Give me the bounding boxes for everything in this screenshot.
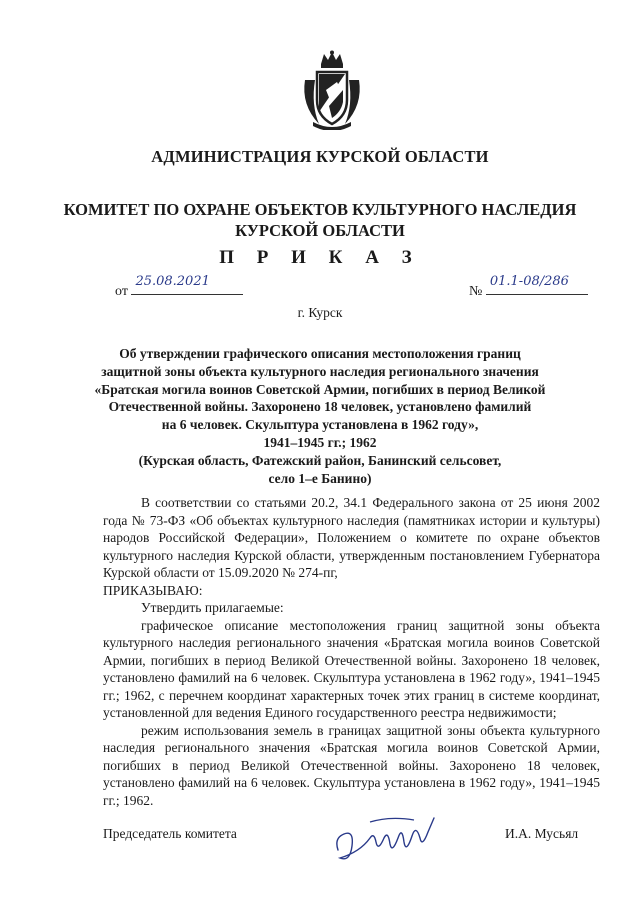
preamble-paragraph: В соответствии со статьями 20.2, 34.1 Федерального закона от 25 июня 2002 года № 73-ФЗ «Об объектах культурного наследия (памятниках истории и культуры) народов Российской Федерации», Положением о комитете по охране объектов культурного наследия Курской области, утвержденным постановлением Губернатора Курской области от 15.09.2020 № 274-пг, [103, 495, 600, 580]
title-line: Об утверждении графического описания местоположения границ [119, 346, 521, 361]
signatory-position: Председатель комитета [103, 826, 237, 841]
coat-of-arms-emblem [299, 50, 365, 130]
title-line: село 1–е Банино) [268, 470, 372, 486]
approve-paragraph: Утвердить прилагаемые: [141, 600, 284, 615]
order-word: ПРИКАЗЫВАЮ: [103, 582, 203, 598]
committee-name-line2: КУРСКОЙ ОБЛАСТИ [235, 221, 405, 240]
approved-item-land-use-regime: режим использования земель в границах защитной зоны объекта культурного наследия регионального значения «Братская могила воинов Советской Армии, погибших в период Великой Отечественной войны. Захоронено 18 человек, установлено фамилий на 6 человек. Скульптура установлена в 1962 году», 1941–1945 гг.; 1962. [103, 722, 600, 808]
number-handwritten: 01.1-08/286 [489, 274, 569, 289]
order-number [469, 274, 588, 300]
city-label: г. Курск [297, 305, 343, 320]
title-line: 1941–1945 гг.; 1962 [263, 434, 377, 450]
order-date [115, 274, 243, 300]
title-line: на 6 человек. Скульптура установлена в 1962 году», [161, 417, 479, 433]
title-line: «Братская могила воинов Советской Армии, погибших в период Великой [94, 381, 546, 397]
order-title [0, 345, 640, 487]
committee-name [0, 199, 640, 241]
title-line: защитной зоны объекта культурного наследия регионального значения [101, 363, 539, 379]
title-line: (Курская область, Фатежский район, Банинский сельсовет, [138, 452, 502, 468]
number-prefix: № [469, 284, 483, 299]
approved-item-graphic-description: графическое описание местоположения границ защитной зоны объекта культурного наследия регионального значения «Братская могила воинов Советской Армии, погибших в период Великой Отечественной войны. Захоронено 18 человек, установлено фамилий на 6 человек. Скульптура установлена в 1962 году», 1941–1945 гг.; 1962, с перечнем координат характерных точек этих границ в системе координат, установленной для ведения Единого государственного реестра недвижимости; [103, 617, 600, 720]
order-body [103, 494, 600, 809]
title-line: Отечественной войны. Захоронено 18 человек, установлено фамилий [108, 399, 532, 415]
signatory-name: И.А. Мусьял [505, 826, 579, 841]
document-type-heading: П Р И К А З [219, 247, 421, 268]
handwritten-signature [330, 808, 440, 868]
date-prefix: от [115, 284, 128, 299]
committee-name-line1: КОМИТЕТ ПО ОХРАНЕ ОБЪЕКТОВ КУЛЬТУРНОГО НАСЛЕДИЯ [63, 200, 577, 219]
organization-name: АДМИНИСТРАЦИЯ КУРСКОЙ ОБЛАСТИ [151, 147, 489, 166]
date-handwritten: 25.08.2021 [135, 274, 210, 289]
